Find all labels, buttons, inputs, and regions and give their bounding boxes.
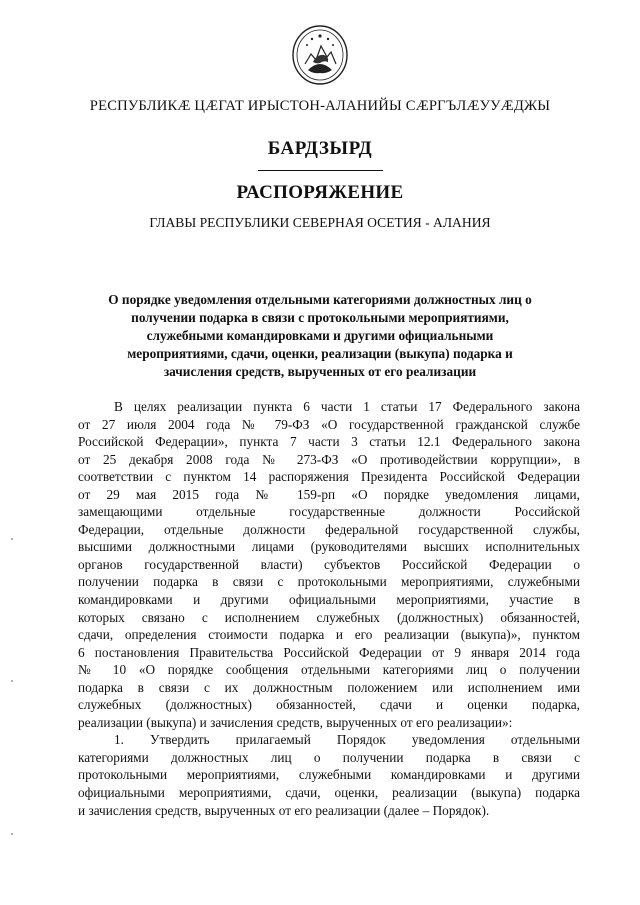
body-line: высшими должностными лицами (руководителями высших исполнительных bbox=[78, 539, 580, 555]
document-type-russian: РАСПОРЯЖЕНИЕ bbox=[236, 182, 404, 203]
body-line: Российской Федерации», пункта 7 части 3 статьи 12.1 Федерального закона bbox=[78, 434, 580, 450]
body-line: 1. Утвердить прилагаемый Порядок уведомления отдельными bbox=[114, 732, 580, 748]
body-line: сдачи, определения стоимости подарка и его реализации (выкупа)», пунктом bbox=[78, 627, 580, 643]
body-line: В целях реализации пункта 6 части 1 статьи 17 Федерального закона bbox=[114, 399, 580, 414]
body-line: соответствии с пунктом 14 распоряжения Президента Российской Федерации bbox=[78, 469, 580, 485]
document-body bbox=[78, 398, 580, 819]
document-title bbox=[80, 291, 560, 381]
title-line: зачисления средств, вырученных от его реализации bbox=[163, 364, 477, 379]
issuer-title: ГЛАВЫ РЕСПУБЛИКИ СЕВЕРНАЯ ОСЕТИЯ - АЛАНИЯ bbox=[149, 215, 491, 230]
republic-name-ossetian: РЕСПУБЛИКӔ ЦӔГАТ ИРЫСТОН-АЛАНИЙЫ СӔРГЪЛӔУУӔДЖЫ bbox=[89, 98, 551, 114]
title-line: получении подарка в связи с протокольными мероприятиями, bbox=[131, 310, 509, 325]
body-line: от 29 мая 2015 года № 159-рп «О порядке уведомления лицами, bbox=[78, 486, 580, 502]
scan-artifact bbox=[11, 680, 13, 682]
body-line: реализации (выкупа) и зачисления средств, вырученных от его реализации»: bbox=[78, 714, 513, 730]
title-line: О порядке уведомления отдельными категориями должностных лиц о bbox=[108, 292, 532, 307]
body-line: которых связано с исполнением служебных (должностных) обязанностей, bbox=[78, 609, 580, 625]
scan-artifact bbox=[11, 538, 13, 540]
body-line: официальными мероприятиями, сдачи, оценки, реализации (выкупа) подарка bbox=[78, 785, 580, 801]
body-line: № 10 «О порядке сообщения отдельными категориями лиц о получении bbox=[78, 662, 580, 678]
body-line: подарка в связи с их должностным положением или исполнением ими bbox=[78, 679, 580, 695]
body-line: командировками и другими официальными мероприятиями, участие в bbox=[78, 592, 580, 608]
body-line: получении подарка в связи с протокольными мероприятиями, служебными bbox=[78, 574, 580, 590]
body-line: протокольными мероприятиями, служебными командировками и другими bbox=[78, 767, 580, 783]
document-type-ossetian: БАРДЗЫРД bbox=[267, 138, 373, 159]
body-line: органов государственной власти) субъектов Российской Федерации о bbox=[78, 556, 580, 572]
body-line: от 25 декабря 2008 года № 273-ФЗ «О противодействии коррупции», в bbox=[78, 451, 580, 467]
body-line: от 27 июля 2004 года № 79-ФЗ «О государственной гражданской службе bbox=[78, 416, 580, 432]
body-line: служебных (должностных) обязанностей, сдачи и оценки подарка, bbox=[78, 697, 580, 713]
header-divider bbox=[258, 170, 383, 171]
coat-of-arms-emblem bbox=[291, 24, 349, 86]
body-line: категориями должностных лиц о получении подарка в связи с bbox=[78, 749, 580, 765]
title-line: мероприятиями, сдачи, оценки, реализации (выкупа) подарка и bbox=[127, 346, 513, 361]
body-line: и зачисления средств, вырученных от его реализации (далее – Порядок). bbox=[78, 802, 490, 818]
body-line: замещающими отдельные государственные должности Российской bbox=[78, 504, 580, 520]
scan-artifact bbox=[11, 833, 13, 835]
body-line: Федерации, отдельные должности федеральной государственной службы, bbox=[78, 521, 580, 537]
body-line: 6 постановления Правительства Российской Федерации от 9 января 2014 года bbox=[78, 644, 580, 660]
title-line: служебными командировками и другими официальными bbox=[146, 328, 494, 343]
